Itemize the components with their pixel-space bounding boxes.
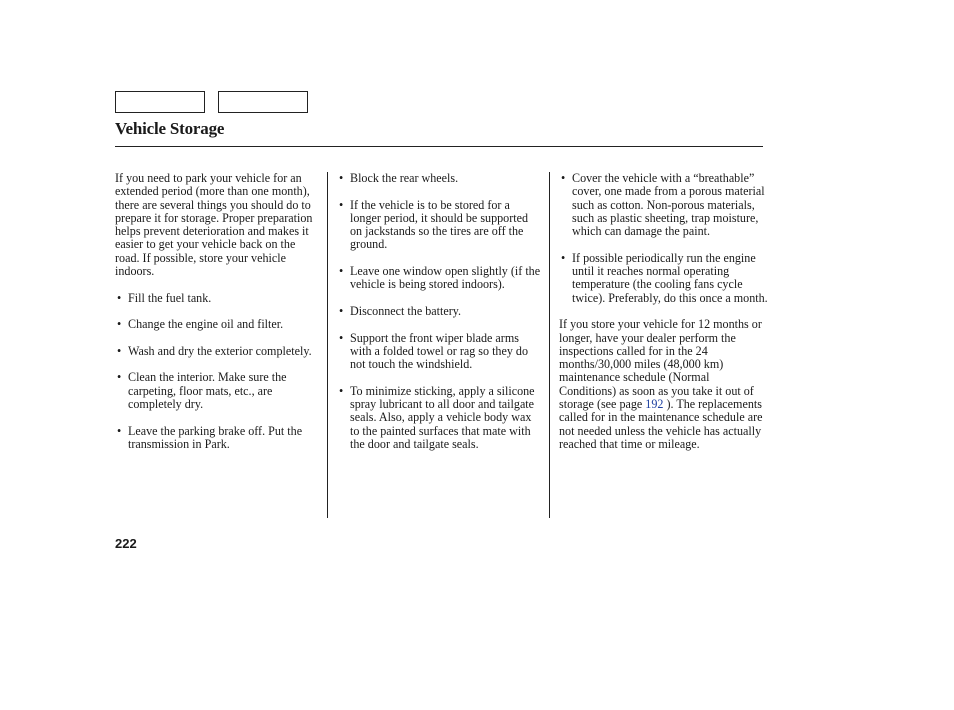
- page-number: 222: [115, 536, 137, 551]
- nav-button-next[interactable]: [218, 91, 308, 113]
- title-divider: [115, 146, 763, 147]
- column-divider-2: [549, 172, 550, 518]
- bullet-icon: •: [561, 250, 566, 265]
- nav-button-previous[interactable]: [115, 91, 205, 113]
- list-item: • Support the front wiper blade arms with a folded towel or rag so they do not touch the windshield.: [339, 330, 529, 372]
- list-item: • Change the engine oil and filter.: [117, 317, 284, 332]
- bullet-icon: •: [117, 370, 122, 385]
- bullet-icon: •: [339, 197, 344, 212]
- bullet-icon: •: [339, 330, 344, 345]
- bullet-icon: •: [339, 264, 344, 279]
- list-item: • Cover the vehicle with a “breathable” cover, one made from a porous material such as cotton. Non-porous materials, such as plastic sheeting, trap moisture, which can damage the paint.: [561, 171, 765, 239]
- intro-paragraph: If you need to park your vehicle for an extended period (more than one month), there are several things you should do to prepare it for storage. Proper preparation helps prevent deterioration and makes it easier to get your vehicle back on the road. If possible, store your vehicle indoors.: [115, 171, 313, 279]
- column-divider-1: [327, 172, 328, 518]
- bullet-icon: •: [117, 343, 122, 358]
- page-title: Vehicle Storage: [115, 119, 225, 138]
- list-item: • Wash and dry the exterior completely.: [117, 343, 312, 358]
- list-item: • If possible periodically run the engine until it reaches normal operating temperature (the cooling fans cycle twice). Preferably, do this once a month.: [561, 250, 768, 305]
- bullet-icon: •: [117, 290, 122, 305]
- list-item: • To minimize sticking, apply a silicone spray lubricant to all door and tailgate seals. Also, apply a vehicle body wax to the painted surfaces that mate with the door and tailgate seals.: [339, 383, 535, 451]
- list-item: • Block the rear wheels.: [339, 171, 459, 185]
- bullet-icon: •: [117, 423, 122, 438]
- bullet-icon: •: [339, 383, 344, 398]
- column-2: [337, 172, 542, 465]
- page-link-192[interactable]: 192: [645, 397, 664, 412]
- column-1: [115, 172, 320, 465]
- list-item: • Disconnect the battery.: [339, 303, 462, 318]
- list-item: • Clean the interior. Make sure the carpeting, floor mats, etc., are completely dry.: [117, 370, 287, 412]
- bullet-icon: •: [117, 317, 122, 332]
- bullet-list-1: [115, 292, 320, 452]
- list-item: • If the vehicle is to be stored for a longer period, it should be supported on jackstands so the tires are off the ground.: [339, 197, 529, 252]
- bullet-icon: •: [561, 171, 566, 185]
- list-item: • Leave the parking brake off. Put the transmission in Park.: [117, 423, 303, 451]
- bullet-list-3: [559, 172, 769, 305]
- bullet-icon: •: [339, 171, 344, 185]
- list-item: • Fill the fuel tank.: [117, 290, 212, 305]
- outro-paragraph: If you store your vehicle for 12 months or longer, have your dealer perform the inspections called for in the 24 months/30,000 miles (48,000 km) maintenance schedule (Normal Conditions) as soon as you take it out of storage (see page 192 ). The replacements called for in the maintenance schedule are not needed unless the vehicle has actually reached that time or mileage.: [559, 317, 763, 451]
- bullet-list-2: [337, 172, 542, 451]
- list-item: • Leave one window open slightly (if the vehicle is being stored indoors).: [339, 264, 541, 292]
- column-3: [559, 172, 769, 465]
- bullet-icon: •: [339, 303, 344, 318]
